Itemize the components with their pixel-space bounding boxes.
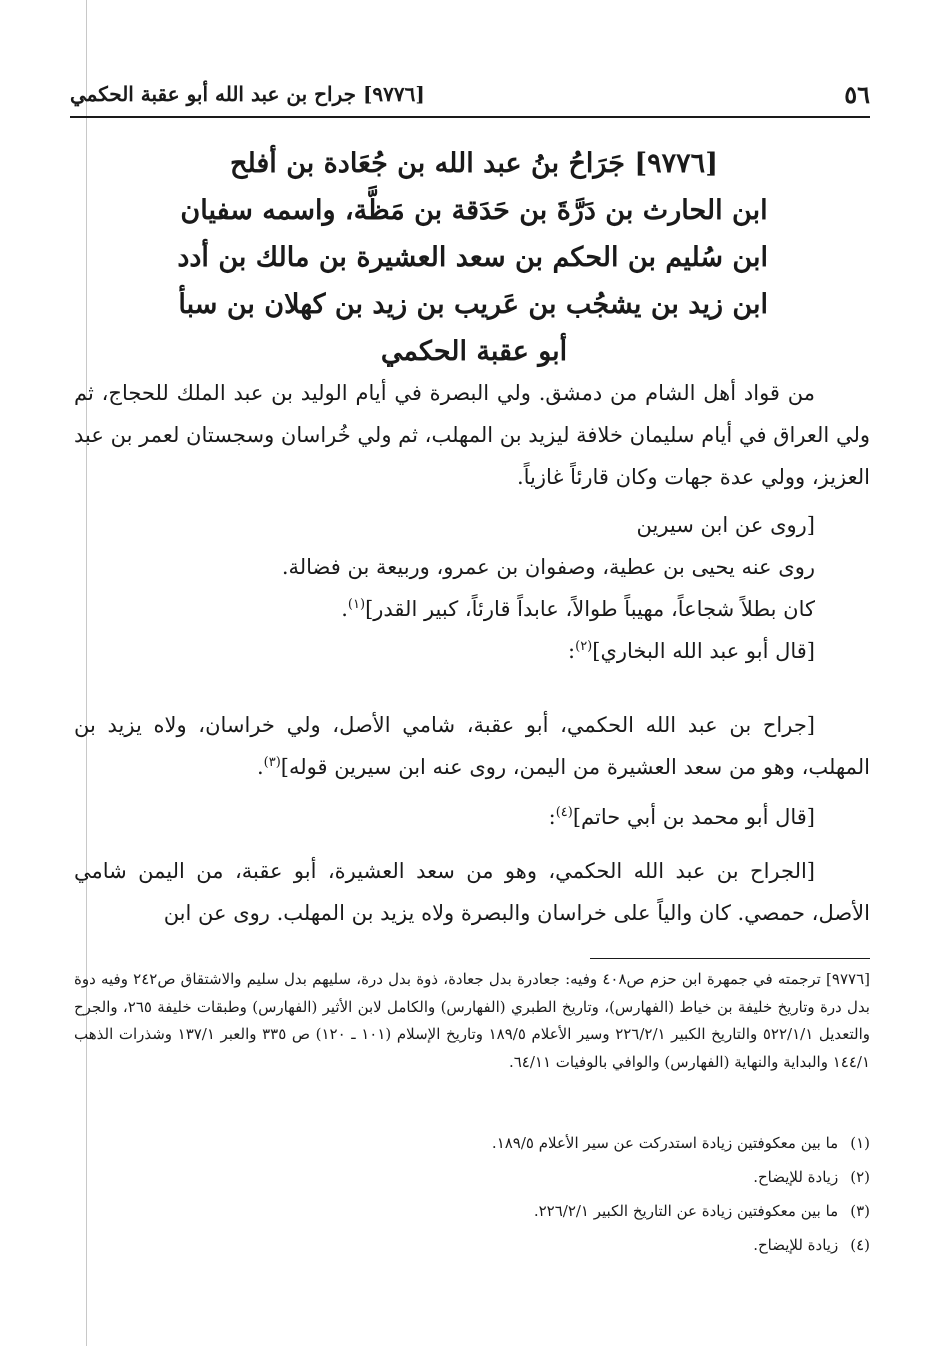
heading-line: ابن سُليم بن الحكم بن سعد العشيرة بن مالك بن أدد bbox=[177, 242, 768, 273]
narration-text: [قال أبو عبد الله البخاري] bbox=[592, 639, 815, 663]
narration-text: كان بطلاً شجاعاً، مهيباً طوالاً، عابداً قارئاً، كبير القدر] bbox=[365, 597, 815, 621]
footnote-item bbox=[74, 1228, 870, 1262]
narration-line bbox=[74, 588, 870, 630]
narration-line bbox=[74, 630, 870, 672]
narration-line bbox=[74, 796, 870, 838]
heading-line: [٩٧٧٦] جَرَاحُ بنُ عبد الله بن جُعَادة بن أفلح bbox=[230, 148, 718, 179]
punctuation: . bbox=[341, 597, 348, 621]
heading-line: ابن زيد بن يشجُب بن عَريب بن زيد بن كهلان بن سبأ bbox=[178, 289, 768, 320]
footnote-item bbox=[74, 1126, 870, 1160]
page-number: ٥٦ bbox=[844, 79, 870, 109]
abi-hatim-paragraph bbox=[74, 850, 870, 934]
intro-text: من قواد أهل الشام من دمشق. ولي البصرة في أيام الوليد بن عبد الملك للحجاج، ثم ولي العراق في أيام سليمان خلافة ليزيد بن المهلب، ثم ولي خُراسان وسجستان لعمر بن عبد العزيز، وولي عدة جهات وكان قارئاً غازياً. bbox=[74, 381, 870, 489]
footnote-separator bbox=[590, 958, 870, 959]
heading-line: ابن الحارث بن دَرَّةَ بن حَدَقة بن مَظَّة، واسمه سفيان bbox=[180, 195, 768, 226]
footnote-item bbox=[74, 1194, 870, 1228]
footnote-list bbox=[74, 1126, 870, 1262]
footnote-marker: (٣) bbox=[263, 755, 281, 770]
footnote-marker: (٢) bbox=[575, 639, 593, 654]
running-title: [٩٧٧٦] جراح بن عبد الله أبو عقبة الحكمي bbox=[70, 82, 425, 106]
footnote-text: زيادة للإيضاح. bbox=[753, 1236, 839, 1254]
punctuation: : bbox=[548, 805, 556, 829]
footnote-text: ما بين معكوفتين زيادة عن التاريخ الكبير ٢٢٦/٢/١. bbox=[533, 1202, 839, 1220]
narration-block bbox=[74, 504, 870, 672]
footnote-number: (٣) bbox=[850, 1202, 870, 1220]
quote-text: [جراح بن عبد الله الحكمي، أبو عقبة، شامي الأصل، ولي خراسان، ولاه يزيد بن المهلب، وهو من سعد العشيرة من اليمن، روى عنه ابن سيرين قوله] bbox=[74, 713, 870, 779]
footnote-marker: (٤) bbox=[555, 805, 573, 820]
footnote-text: ما بين معكوفتين زيادة استدركت عن سير الأعلام ١٨٩/٥. bbox=[491, 1134, 839, 1152]
source-footnote: [٩٧٧٦] ترجمته في جمهرة ابن حزم ص٤٠٨ وفيه: جعادرة بدل جعادة، ذوة بدل درة، سليهم بدل سليم والاشتقاق ص٢٤٢ وفيه دوة بدل درة وتاريخ خليفة بن خياط (الفهارس)، وتاريخ الطبري (الفهارس) والكامل لابن الأثير (الفهارس) وطبقات خليفة ٢٦٥، والجرح والتعديل ٥٢٢/١/١ والتاريخ الكبير ٢٢٦/٢/١ وسير الأعلام ١٨٩/٥ وتاريخ الإسلام (١٠١ ـ ١٢٠) ص ٣٣٥ والعبر ١٣٧/١ وشذرات الذهب ١٤٤/١ والبداية والنهاية (الفهارس) والوافي بالوفيات ٦٤/١١. bbox=[74, 970, 871, 1071]
footnote-number: (٢) bbox=[850, 1168, 870, 1186]
abi-hatim-line bbox=[74, 796, 870, 838]
narration-text: [قال أبو محمد بن أبي حاتم] bbox=[572, 805, 815, 829]
footnote-item bbox=[74, 1160, 870, 1194]
footnote-marker: (١) bbox=[347, 597, 366, 612]
heading-line: أبو عقبة الحكمي bbox=[380, 336, 568, 367]
quote-text: [الجراح بن عبد الله الحكمي، وهو من سعد العشيرة، أبو عقبة، من اليمن شامي الأصل، حمصي. كان والياً على خراسان والبصرة ولاه يزيد بن المهلب. روى عن ابن bbox=[74, 859, 870, 925]
footnote-number: (١) bbox=[850, 1134, 870, 1152]
page-header bbox=[70, 72, 870, 118]
narration-line: روى عنه يحيى بن عطية، وصفوان بن عمرو، وربيعة بن فضالة. bbox=[281, 555, 815, 579]
punctuation: : bbox=[568, 639, 576, 663]
intro-paragraph bbox=[74, 372, 870, 498]
bukhari-text bbox=[74, 704, 870, 788]
footnote-text: زيادة للإيضاح. bbox=[753, 1168, 839, 1186]
entry-heading bbox=[177, 140, 768, 375]
punctuation: . bbox=[256, 755, 264, 779]
footnote-number: (٤) bbox=[850, 1236, 870, 1254]
narration-line: [روى عن ابن سيرين bbox=[636, 513, 815, 537]
bukhari-paragraph bbox=[74, 704, 870, 788]
